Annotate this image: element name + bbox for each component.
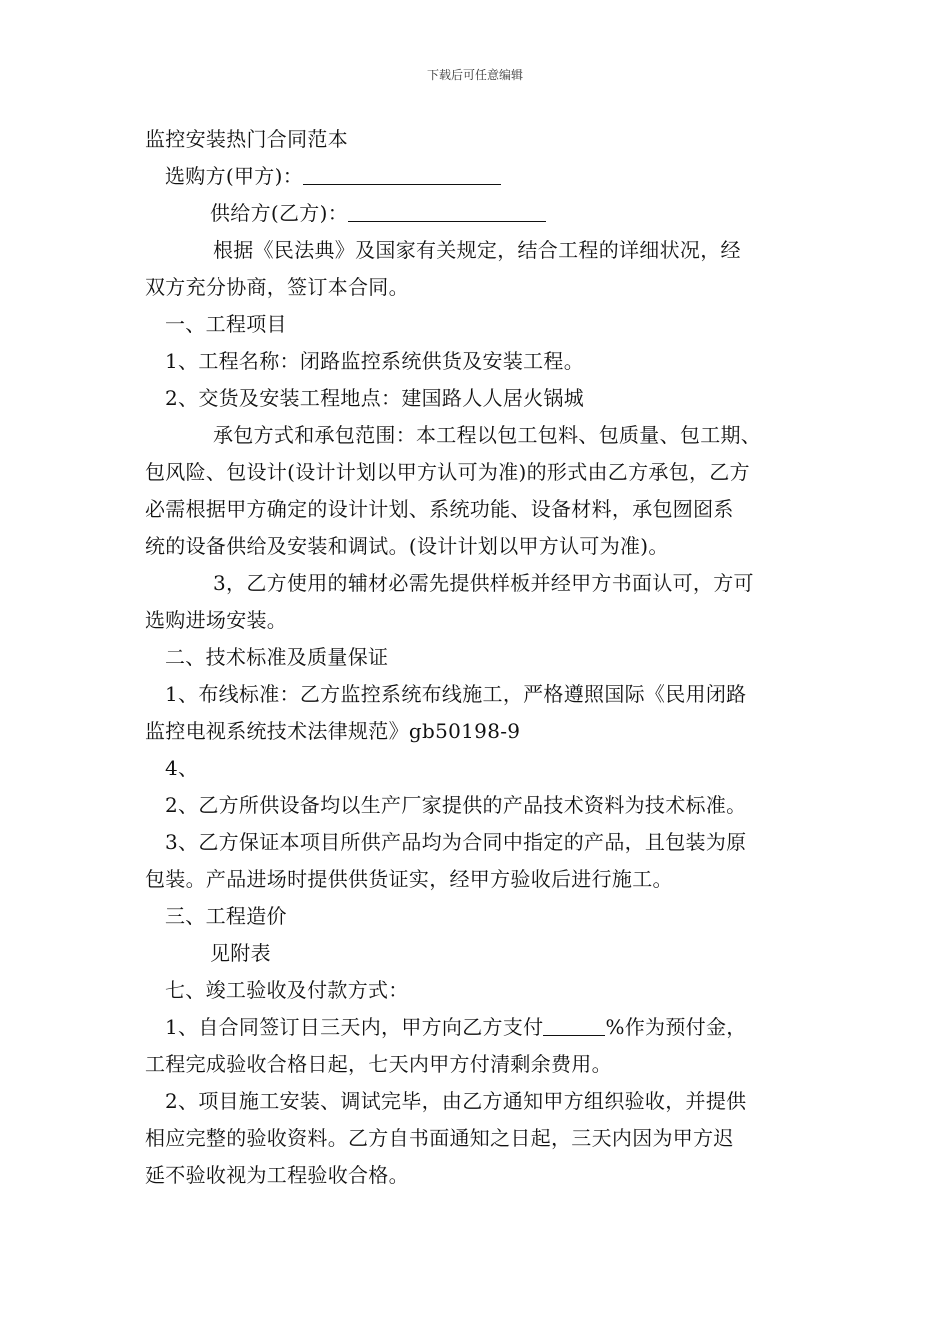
section3-heading: 三、工程造价: [165, 904, 287, 928]
item2-3-line-1: 3、乙方保证本项目所供产品均为合同中指定的产品，且包装为原: [165, 830, 747, 854]
intro-line-1: 根据《民法典》及国家有关规定，结合工程的详细状况，经: [213, 238, 741, 262]
document-body: [145, 121, 815, 1194]
document-title: 监控安装热门合同范本: [145, 127, 348, 151]
item7-2-line-2: 相应完整的验收资料。乙方自书面通知之日起，三天内因为甲方迟: [145, 1126, 734, 1150]
item7-1-prefix: 1、自合同签订日三天内，甲方向乙方支付: [165, 1015, 544, 1039]
supplier-blank: [348, 197, 546, 222]
buyer-blank: [303, 160, 501, 185]
page-header: 下载后可任意编辑: [426, 68, 523, 82]
item2-1-line-1: 1、布线标准：乙方监控系统布线施工，严格遵照国际《民用闭路: [165, 682, 747, 706]
intro-line-2: 双方充分协商，签订本合同。: [145, 275, 409, 299]
supplier-label: 供给方(乙方)：: [210, 201, 349, 225]
item1-1: 1、工程名称：闭路监控系统供货及安装工程。: [165, 349, 585, 373]
item1-3-line-1: 3，乙方使用的辅材必需先提供样板并经甲方书面认可，方可: [213, 571, 754, 595]
buyer-label: 选购方(甲方)：: [165, 164, 304, 188]
item2-4: 4、: [165, 756, 199, 780]
item7-1-suffix: %作为预付金，: [605, 1015, 747, 1039]
item7-1-line-2: 工程完成验收合格日起，七天内甲方付清剩余费用。: [145, 1052, 612, 1076]
scope-line-1: 承包方式和承包范围：本工程以包工包料、包质量、包工期、: [213, 423, 762, 447]
scope-line-2: 包风险、包设计(设计计划以甲方认可为准)的形式由乙方承包，乙方: [145, 460, 750, 484]
scope-line-4: 统的设备供给及安装和调试。(设计计划以甲方认可为准)。: [145, 534, 669, 558]
item2-1-line-2: 监控电视系统技术法律规范》gb50198-9: [145, 719, 521, 743]
percent-blank: [543, 1011, 605, 1036]
section2-heading: 二、技术标准及质量保证: [165, 645, 389, 669]
see-attached: 见附表: [210, 941, 271, 965]
item2-3-line-2: 包装。产品进场时提供供货证实，经甲方验收后进行施工。: [145, 867, 673, 891]
item7-2-line-1: 2、项目施工安装、调试完毕，由乙方通知甲方组织验收，并提供: [165, 1089, 747, 1113]
item7-1-line-1: [145, 1009, 815, 1046]
item1-3-line-2: 选购进场安装。: [145, 608, 288, 632]
buyer-line: [145, 158, 815, 195]
section7-heading: 七、竣工验收及付款方式：: [165, 978, 409, 1002]
section1-heading: 一、工程项目: [165, 312, 287, 336]
item1-2: 2、交货及安装工程地点：建国路人人居火锅城: [165, 386, 585, 410]
item2-2: 2、乙方所供设备均以生产厂家提供的产品技术资料为技术标准。: [165, 793, 747, 817]
supplier-line: [145, 195, 815, 232]
item7-2-line-3: 延不验收视为工程验收合格。: [145, 1163, 409, 1187]
scope-line-3: 必需根据甲方确定的设计计划、系统功能、设备材料，承包囫囵系: [145, 497, 734, 521]
